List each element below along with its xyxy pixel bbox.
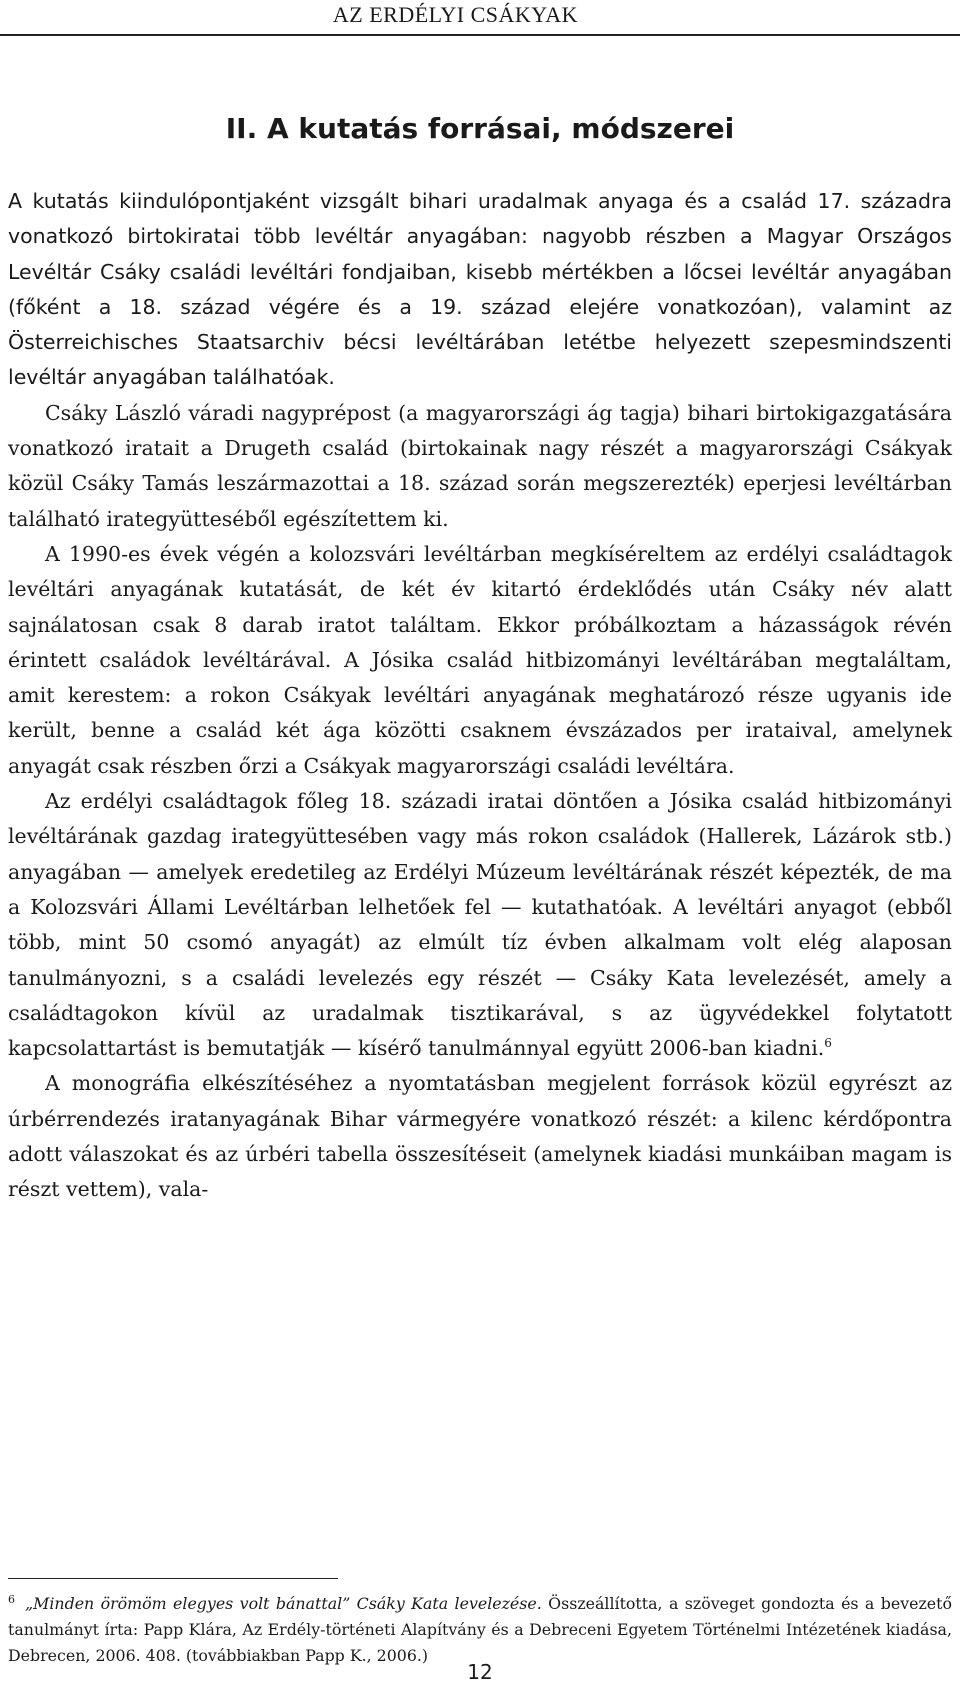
footnote-mark: 6	[8, 1592, 15, 1606]
footnote-text: Összeállította, a szöveget gondozta és a bevezető tanulmányt írta: Papp Klára, Az Erdély-történeti Alapítvány és a Debreceni Egyetem Történelmi Intézetének kiadása, Debrecen, 2006. 408. (továbbiakban Papp K., 2006.)	[8, 1594, 952, 1665]
chapter-title: II. A kutatás forrásai, módszerei	[225, 112, 735, 145]
body-text	[8, 184, 952, 1208]
paragraph-4-text: Az erdélyi családtagok főleg 18. századi iratai döntően a Jósika család hitbizományi levéltárának gazdag irategyüttesében vagy más rokon családok (Hallerek, Lázárok stb.) anyagában — amelyek eredetileg az Erdélyi Múzeum levéltárának részét képezték, de ma a Kolozsvári Állami Levéltárban lelhetőek fel — kutathatóak. A levéltári anyagot (ebből több, mint 50 csomó anyagát) az elmúlt tíz évben alkalmam volt elég alaposan tanulmányozni, s a családi levelezés egy részét — Csáky Kata levelezését, amely a családtagokon kívül az uradalmak tisztikarával, s az ügyvédekkel folytatott kapcsolattartást is bemutatják — kísérő tanulmánnyal együtt 2006-ban kiadni.	[8, 789, 952, 1061]
header-rule	[0, 34, 960, 36]
footnote-rule	[8, 1578, 338, 1579]
page-number: 12	[467, 1660, 493, 1684]
footnote-reference[interactable]: 6	[824, 1036, 832, 1051]
paragraph-2: Csáky László váradi nagyprépost (a magyarországi ág tagja) bihari birtokigazgatására vonatkozó iratait a Drugeth család (birtokainak nagy részét a magyarországi Csákyak közül Csáky Tamás leszármazottai a 18. század során megszerezték) eperjesi levéltárban található irategyütteséből egészítettem ki.	[8, 400, 952, 531]
paragraph-5: A monográfia elkészítéséhez a nyomtatásban megjelent források közül egyrészt az úrbérrendezés iratanyagának Bihar vármegyére vonatkozó részét: a kilenc kérdőpontra adott válaszokat és az úrbéri tabella összesítéseit (amelynek kiadási munkáiban magam is részt vettem), vala-	[8, 1071, 952, 1202]
running-header: AZ ERDÉLYI CSÁKYAK	[332, 2, 578, 27]
footnote	[8, 1591, 952, 1668]
footnote-title: „Minden örömöm elegyes volt bánattal” Csáky Kata levelezése.	[25, 1594, 542, 1613]
paragraph-1: A kutatás kiindulópontjaként vizsgált bihari uradalmak anyaga és a család 17. századra vonatkozó birtokiratai több levéltár anyagában: nagyobb részben a Magyar Országos Levéltár Csáky családi levéltári fondjaiban, kisebb mértékben a lőcsei levéltár anyagában (főként a 18. század végére és a 19. század elejére vonatkozóan), valamint az Österreichisches Staatsarchiv bécsi levéltárában letétbe helyezett szepesmindszenti levéltár anyagában találhatóak.	[8, 189, 952, 390]
paragraph-4	[8, 784, 952, 1066]
paragraph-3: A 1990-es évek végén a kolozsvári levéltárban megkíséreltem az erdélyi családtagok levéltári anyagának kutatását, de két év kitartó érdeklődés után Csáky név alatt sajnálatosan csak 8 darab iratot találtam. Ekkor próbálkoztam a házasságok révén érintett családok levéltárával. A Jósika család hitbizományi levéltárában megtaláltam, amit kerestem: a rokon Csákyak levéltári anyagának meghatározó része ugyanis ide került, benne a család két ága közötti csaknem évszázados per irataival, amelynek anyagát csak részben őrzi a Csákyak magyarországi családi levéltára.	[8, 541, 952, 778]
